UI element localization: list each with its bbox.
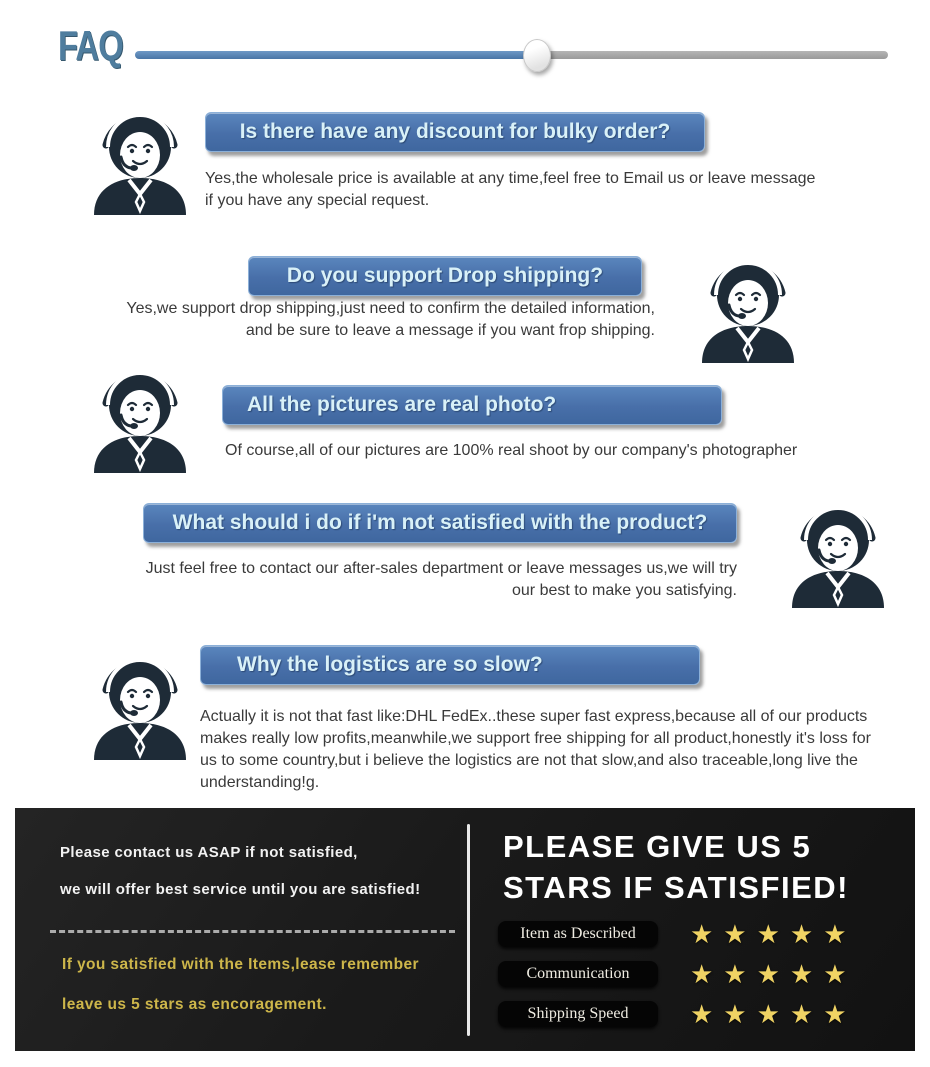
five-stars-heading (503, 826, 849, 908)
footer-stars-request-line: If you satisfied with the Items,lease remember (62, 956, 419, 973)
rating-label: Communication (498, 961, 658, 987)
rating-row (498, 998, 857, 1030)
answer-line: makes really low profits,meanwhile,we support free shipping for all product,honestly it's loss for (200, 730, 871, 747)
heading-line: PLEASE GIVE US 5 (503, 829, 812, 864)
dashed-divider (50, 930, 455, 933)
customer-service-avatar-icon (85, 353, 195, 473)
faq-answer (200, 706, 912, 794)
answer-line: us to some country,but i believe the logistics are not that slow,and also traceable,long live the (200, 752, 858, 769)
customer-service-avatar-icon (693, 243, 803, 363)
customer-service-avatar-icon (783, 488, 893, 608)
customer-service-avatar-icon (85, 640, 195, 760)
vertical-divider (467, 824, 470, 1036)
faq-question-button[interactable]: Why the logistics are so slow? (200, 645, 700, 685)
slider-track-filled[interactable] (135, 51, 536, 59)
heading-line: STARS IF SATISFIED! (503, 870, 849, 905)
customer-service-avatar-icon (85, 95, 195, 215)
star-icon-row: ★★★★★ (690, 919, 857, 949)
footer-stars-request-line: leave us 5 stars as encoragement. (62, 996, 327, 1013)
faq-question-button[interactable]: Is there have any discount for bulky order? (205, 112, 705, 152)
answer-line: Of course,all of our pictures are 100% real shoot by our company's photographer (225, 442, 798, 459)
answer-line: Just feel free to contact our after-sales department or leave messages us,we will try (145, 560, 737, 577)
page-title: FAQ (58, 22, 124, 69)
star-icon-row: ★★★★★ (690, 959, 857, 989)
answer-line: understanding!g. (200, 774, 320, 791)
faq-answer (205, 168, 865, 212)
faq-question-button[interactable]: All the pictures are real photo? (222, 385, 722, 425)
faq-question-button[interactable]: What should i do if i'm not satisfied with the product? (143, 503, 737, 543)
answer-line: and be sure to leave a message if you want frop shipping. (245, 322, 655, 339)
answer-line: Yes,the wholesale price is available at any time,feel free to Email us or leave message (205, 170, 816, 187)
answer-line: our best to make you satisfying. (512, 582, 737, 599)
footer-contact-line: we will offer best service until you are satisfied! (60, 881, 421, 898)
faq-answer (90, 298, 655, 342)
slider-track[interactable] (536, 51, 888, 59)
rating-row (498, 958, 857, 990)
footer-panel (15, 808, 915, 1051)
rating-label: Shipping Speed (498, 1001, 658, 1027)
rating-rows (498, 918, 857, 1038)
footer-contact-line: Please contact us ASAP if not satisfied, (60, 844, 358, 861)
answer-line: Actually it is not that fast like:DHL FedEx..these super fast express,because all of our products (200, 708, 868, 725)
slider-thumb[interactable] (523, 39, 551, 72)
answer-line: if you have any special request. (205, 192, 430, 209)
faq-answer (110, 558, 737, 602)
rating-row (498, 918, 857, 950)
faq-question-button[interactable]: Do you support Drop shipping? (248, 256, 642, 296)
progress-slider[interactable] (135, 51, 888, 59)
answer-line: Yes,we support drop shipping,just need to confirm the detailed information, (126, 300, 655, 317)
rating-label: Item as Described (498, 921, 658, 947)
faq-answer (225, 440, 875, 462)
star-icon-row: ★★★★★ (690, 999, 857, 1029)
